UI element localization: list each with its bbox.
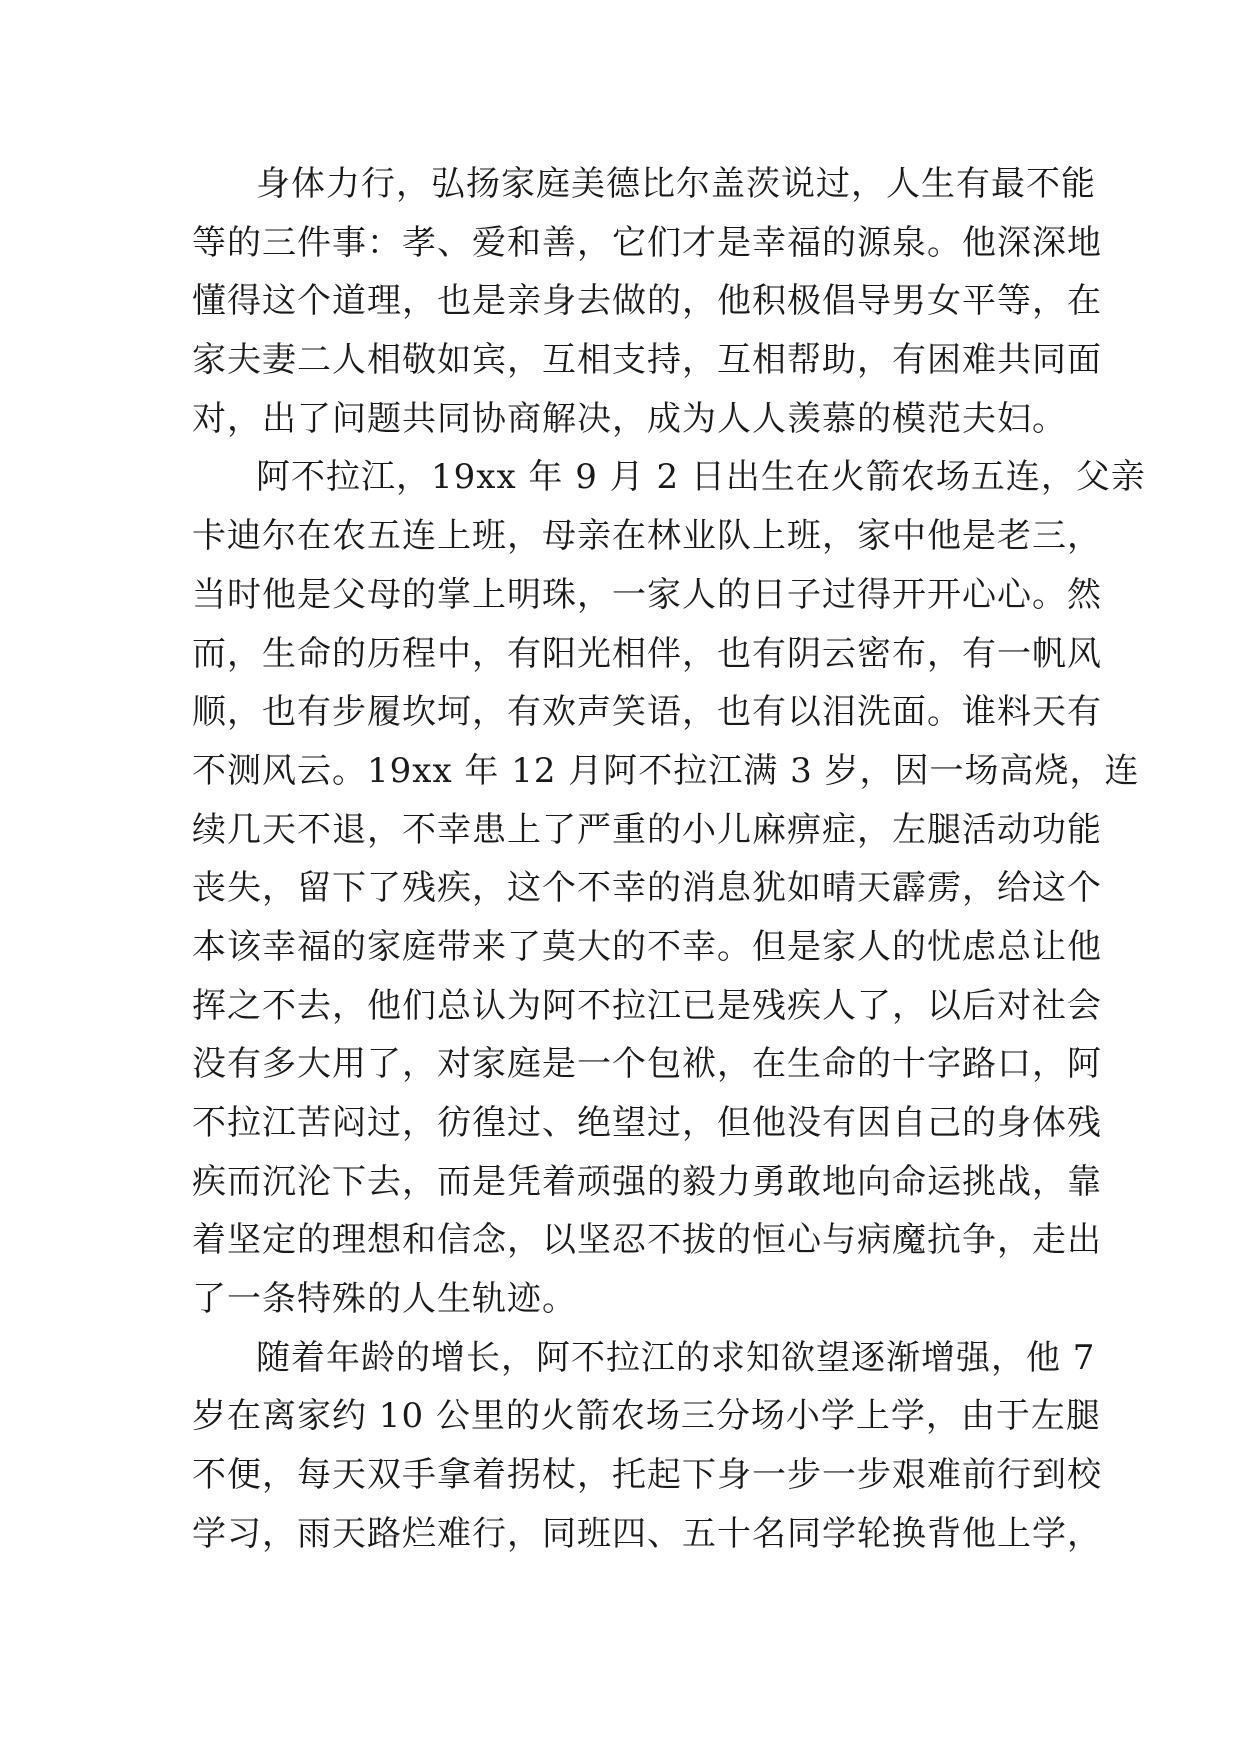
text-line: 阿不拉江，19xx 年 9 月 2 日出生在火箭农场五连，父亲: [256, 457, 1146, 498]
text-line: 不拉江苦闷过，彷徨过、绝望过，但他没有因自己的身体残: [192, 1103, 1102, 1143]
text-line: 家夫妻二人相敬如宾，互相支持，互相帮助，有困难共同面: [192, 340, 1102, 381]
text-line: 挥之不去，他们总认为阿不拉江已是残疾人了，以后对社会: [192, 985, 1102, 1026]
text-line: 顺，也有步履坎坷，有欢声笑语，也有以泪洗面。谁料天有: [192, 692, 1102, 733]
text-line: 疾而沉沦下去，而是凭着顽强的毅力勇敢地向命运挑战，靠: [192, 1161, 1102, 1202]
text-line: 不便，每天双手拿着拐杖，托起下身一步一步艰难前行到校: [192, 1455, 1102, 1496]
document-body: [192, 155, 1146, 1564]
text-line: 卡迪尔在农五连上班，母亲在林业队上班，家中他是老三，: [192, 516, 1102, 557]
text-line: 岁在离家约 10 公里的火箭农场三分场小学上学，由于左腿: [192, 1396, 1101, 1437]
text-line: 当时他是父母的掌上明珠，一家人的日子过得开开心心。然: [192, 574, 1102, 615]
paragraph-1: [192, 155, 1102, 448]
text-line: 没有多大用了，对家庭是一个包袱，在生命的十字路口，阿: [192, 1044, 1102, 1085]
text-line: 学习，雨天路烂难行，同班四、五十名同学轮换背他上学，: [192, 1513, 1102, 1554]
text-line: 本该幸福的家庭带来了莫大的不幸。但是家人的忧虑总让他: [192, 926, 1102, 967]
text-line: 懂得这个道理，也是亲身去做的，他积极倡导男女平等，在: [192, 281, 1102, 322]
text-line: 丧失，留下了残疾，这个不幸的消息犹如晴天霹雳，给这个: [192, 868, 1102, 909]
text-line: 了一条特殊的人生轨迹。: [192, 1279, 577, 1320]
text-line: 续几天不退，不幸患上了严重的小儿麻痹症，左腿活动功能: [192, 809, 1102, 850]
text-line: 等的三件事：孝、爱和善，它们才是幸福的源泉。他深深地: [192, 222, 1102, 263]
text-line: 而，生命的历程中，有阳光相伴，也有阴云密布，有一帆风: [192, 633, 1102, 674]
paragraph-2: [192, 448, 1146, 1328]
text-line: 着坚定的理想和信念，以坚忍不拔的恒心与病魔抗争，走出: [192, 1220, 1102, 1261]
text-line: 身体力行，弘扬家庭美德比尔盖茨说过，人生有最不能: [256, 164, 1096, 204]
paragraph-3: [192, 1329, 1102, 1564]
text-line: 随着年龄的增长，阿不拉江的求知欲望逐渐增强，他 7: [256, 1337, 1096, 1378]
text-line: 对，出了问题共同协商解决，成为人人羡慕的模范夫妇。: [192, 398, 1067, 439]
text-line: 不测风云。19xx 年 12 月阿不拉江满 3 岁，因一场高烧，连: [192, 750, 1140, 791]
